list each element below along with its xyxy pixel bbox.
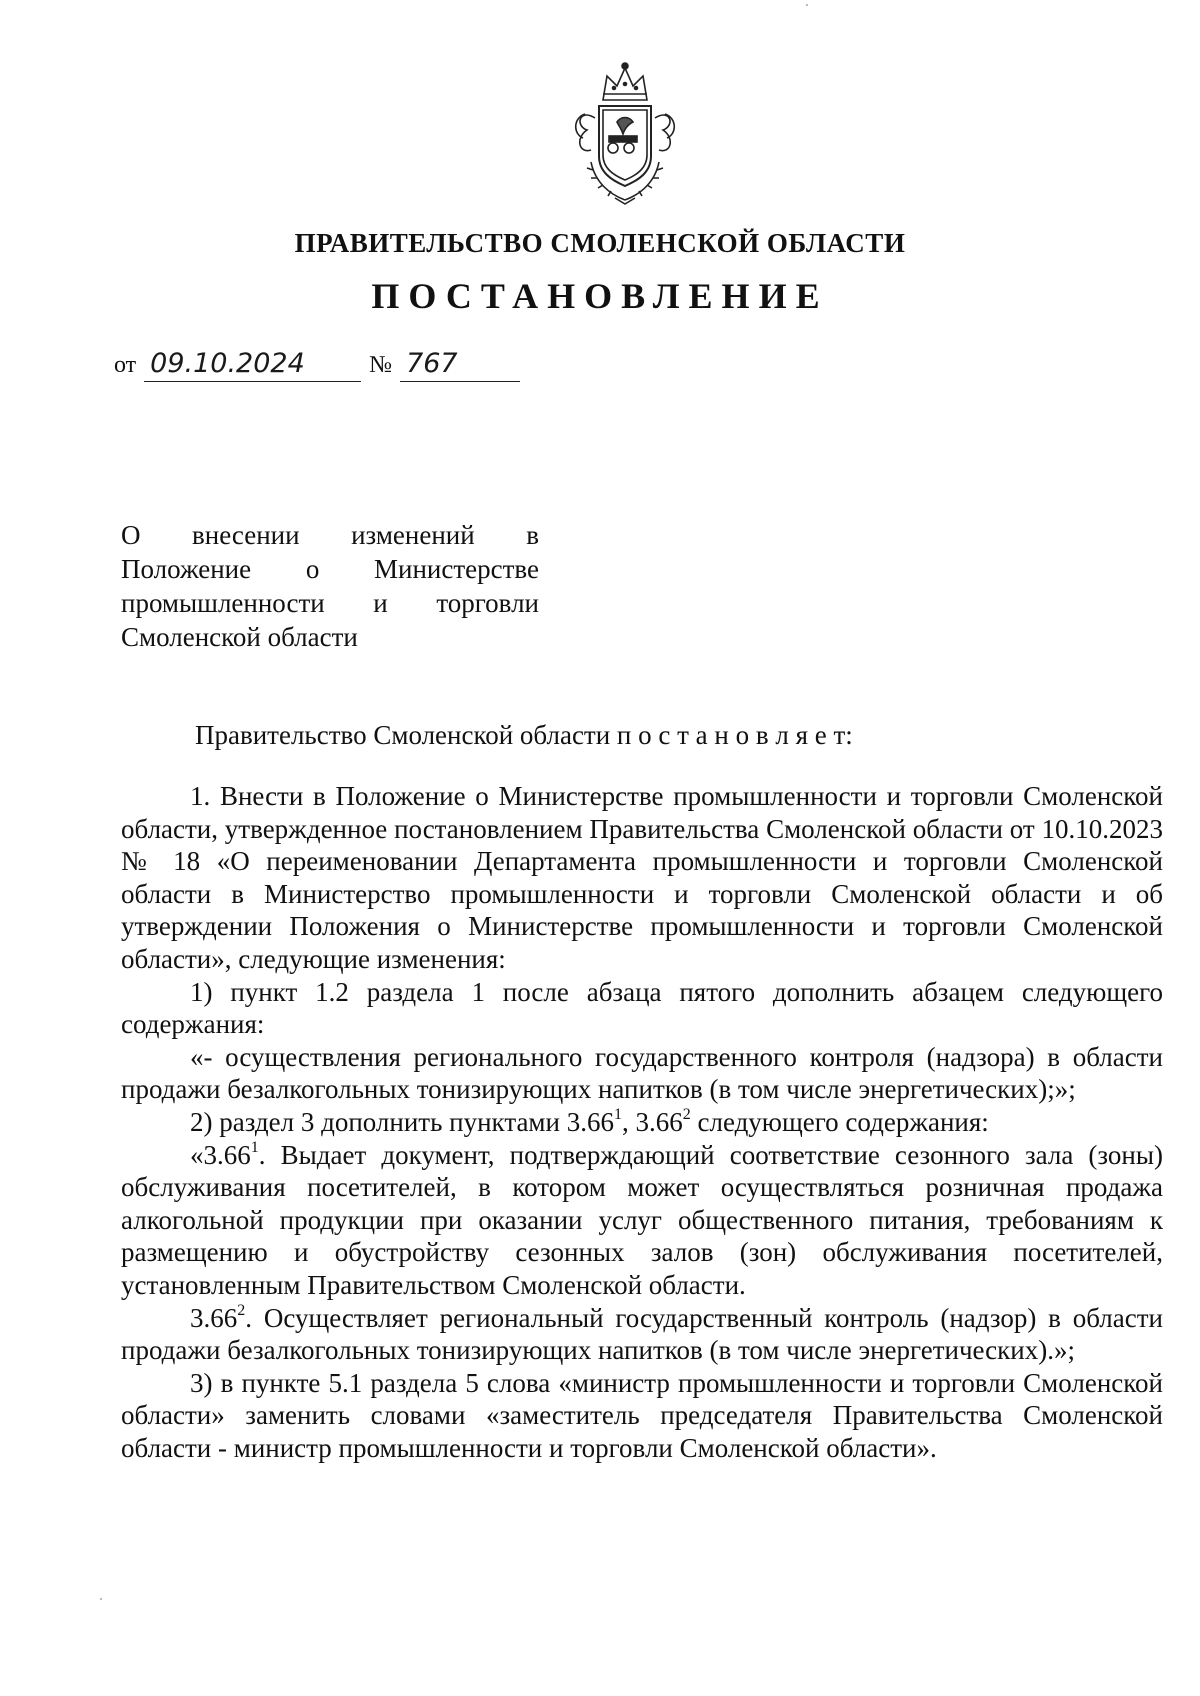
title-word: Министерстве bbox=[374, 554, 539, 584]
preamble: Правительство Смоленской области п о с т а н о в л я е т: bbox=[195, 720, 853, 750]
paragraph-text: 3.66 bbox=[190, 1302, 238, 1333]
title-word: в bbox=[526, 520, 539, 550]
paragraph-text: , 3.66 bbox=[621, 1106, 683, 1137]
document-body bbox=[121, 780, 1163, 1464]
title-word: О bbox=[121, 520, 141, 550]
organization-name: ПРАВИТЕЛЬСТВО СМОЛЕНСКОЙ ОБЛАСТИ bbox=[294, 228, 906, 258]
paragraph: 1) пункт 1.2 раздела 1 после абзаца пятого дополнить абзацем следующего содержания: bbox=[121, 976, 1163, 1040]
title-word: Смоленской области bbox=[121, 622, 358, 652]
title-word: изменений bbox=[351, 520, 475, 550]
paragraph-text: 2) раздел 3 дополнить пунктами 3.66 bbox=[190, 1106, 614, 1137]
title-line bbox=[121, 552, 539, 586]
superscript: 1 bbox=[250, 1138, 259, 1156]
paragraph: 3) в пункте 5.1 раздела 5 слова «министр промышленности и торговли Смоленской области» заменить словами «заместитель председателя Правительства Смоленской области - министр промышленности и торговли Смоленской области». bbox=[121, 1367, 1163, 1463]
document-number: 767 bbox=[400, 348, 520, 382]
paragraph: 1. Внести в Положение о Министерстве промышленности и торговли Смоленской области, утвержденное постановлением Правительства Смоленской области от 10.10.2023 № 18 «О переименовании Департамента промышленности и торговли Смоленской области в Министерство промышленности и торговли Смоленской области и об утверждении Положения о Министерстве промышленности и торговли Смоленской области», следующие изменения: bbox=[121, 781, 1163, 974]
scan-speck bbox=[100, 1598, 102, 1600]
document-type-heading: ПОСТАНОВЛЕНИЕ bbox=[371, 276, 829, 316]
paragraph: «- осуществления регионального государственного контроля (надзора) в области продажи безалкогольных тонизирующих напитков (в том числе энергетических);»; bbox=[121, 1041, 1163, 1105]
paragraph-text: следующего содержания: bbox=[690, 1106, 989, 1137]
number-prefix: № bbox=[369, 352, 393, 378]
paragraph-text: «3.66 bbox=[190, 1139, 251, 1170]
superscript: 2 bbox=[682, 1105, 691, 1123]
paragraph bbox=[121, 1139, 1163, 1302]
title-word: Положение bbox=[121, 554, 252, 584]
title-word: торговли bbox=[436, 588, 539, 618]
title-word: о bbox=[305, 554, 320, 584]
paragraph bbox=[121, 1106, 1163, 1139]
title-line bbox=[121, 518, 539, 552]
scan-speck bbox=[806, 4, 808, 6]
smolensk-coat-of-arms-emblem bbox=[565, 58, 685, 208]
paragraph-text: . Осуществляет региональный государственный контроль (надзор) в области продажи безалкогольных тонизирующих напитков (в том числе энергетических).»; bbox=[121, 1302, 1163, 1366]
document-date: 09.10.2024 bbox=[144, 348, 361, 382]
superscript: 2 bbox=[237, 1301, 246, 1319]
superscript: 1 bbox=[613, 1105, 622, 1123]
title-line bbox=[121, 620, 539, 654]
date-number-line bbox=[112, 348, 520, 382]
date-prefix: от bbox=[114, 352, 137, 378]
title-word: и bbox=[373, 588, 388, 618]
title-line bbox=[121, 586, 539, 620]
paragraph-text: . Выдает документ, подтверждающий соответствие сезонного зала (зоны) обслуживания посетителей, в котором может осуществляться розничная продажа алкогольной продукции при оказании услуг общественного питания, требованиям к размещению и обустройству сезонных залов (зон) обслуживания посетителей, установленным Правительством Смоленской области. bbox=[121, 1139, 1163, 1300]
title-word: внесении bbox=[192, 520, 300, 550]
paragraph bbox=[121, 1302, 1163, 1367]
document-title bbox=[121, 518, 539, 654]
title-word: промышленности bbox=[121, 588, 325, 618]
